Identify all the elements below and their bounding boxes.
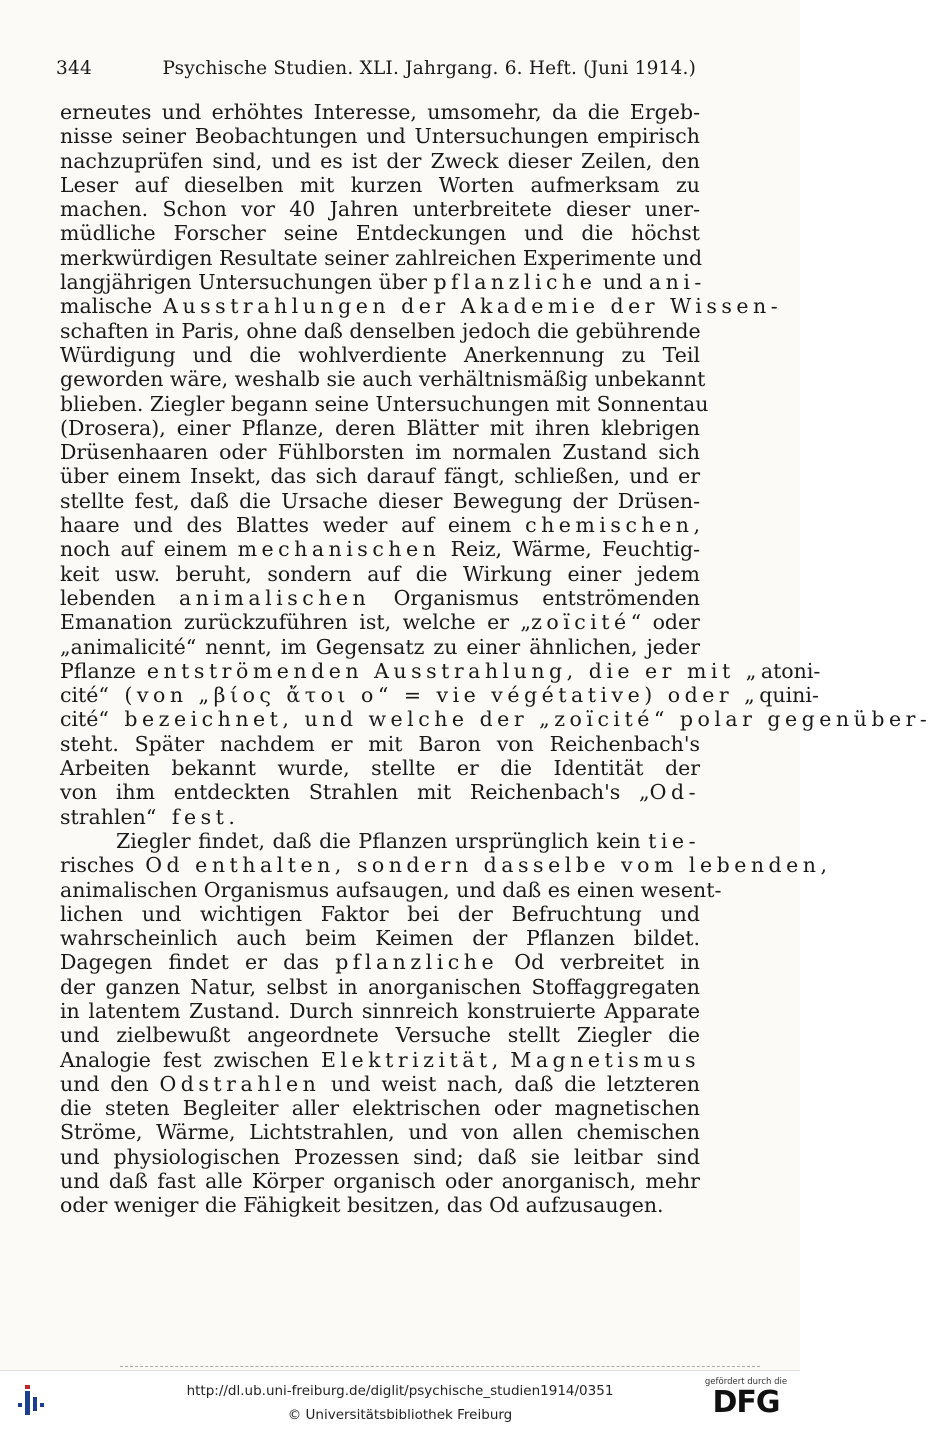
dfg-logo-text: DFG xyxy=(712,1385,780,1420)
text-run: erneutes und erhöhtes Interesse, umsomehr, da die Ergeb- xyxy=(60,100,700,124)
text-line xyxy=(60,124,700,148)
text-run: und daß fast alle Körper organisch oder anorganisch, mehr xyxy=(60,1169,700,1194)
text-run: atoni- xyxy=(760,658,821,683)
text-line xyxy=(60,950,700,974)
text-line xyxy=(60,635,700,659)
text-run: von ihm entdeckten Strahlen mit Reichenbach's „ xyxy=(60,780,650,805)
text-run: risches xyxy=(60,853,135,878)
text-line xyxy=(60,173,700,197)
text-run: Dagegen findet er das xyxy=(60,950,336,975)
text-run: Reiz, Wärme, Feuchtig- xyxy=(440,537,700,562)
text-run: strahlen xyxy=(60,804,146,829)
text-run: „animalicité“ nennt, im Gegensatz zu einer ähnlichen, jeder xyxy=(60,634,700,659)
text-run: oder weniger die Fähigkeit besitzen, das Od aufzusaugen. xyxy=(60,1193,664,1218)
spaced-emphasis: pflanzliche xyxy=(433,270,597,295)
text-run: und zielbewußt angeordnete Versuche stellt Ziegler die xyxy=(60,1023,700,1048)
text-run: malische xyxy=(60,294,153,319)
text-run: , xyxy=(693,513,700,538)
viewer-footer xyxy=(0,1370,800,1429)
spaced-emphasis: Od enthalten, sondern dasselbe vom lebenden, xyxy=(134,853,832,878)
text-line xyxy=(60,683,819,708)
text-run: schaften in Paris, ohne daß denselben jedoch die gebührende xyxy=(60,318,701,343)
text-line xyxy=(60,537,700,561)
text-run: Pflanze xyxy=(60,658,136,683)
running-title: Psychische Studien. XLI. Jahrgang. 6. Heft. (Juni 1914.) xyxy=(162,58,696,79)
text-line xyxy=(60,1169,700,1193)
text-line xyxy=(60,586,700,610)
text-run: Analogie fest zwischen xyxy=(60,1047,322,1072)
text-line xyxy=(60,416,700,440)
page-edge-rule xyxy=(120,1366,760,1367)
spaced-emphasis: “ bezeichnet, und welche der „zoïcité“ polar gegenüber- xyxy=(98,707,931,732)
funder-note: gefördert durch die xyxy=(704,1377,788,1387)
text-line xyxy=(60,732,700,756)
text-line xyxy=(60,780,700,804)
page-number: 344 xyxy=(56,58,92,79)
text-line xyxy=(60,197,700,221)
spaced-emphasis: entströmenden Ausstrahlung, die er mit „ xyxy=(135,658,761,683)
text-run: in latentem Zustand. Durch sinnreich konstruierte Apparate xyxy=(60,998,700,1023)
text-run: und den xyxy=(60,1071,160,1096)
text-line xyxy=(60,610,700,634)
text-line xyxy=(60,464,700,488)
text-line xyxy=(60,1193,700,1217)
text-run: steht. Später nachdem er mit Baron von Reichenbach's xyxy=(60,731,700,756)
text-run: stellte fest, daß die Ursache dieser Bewegung der Drüsen- xyxy=(60,488,700,513)
text-run: cité xyxy=(60,707,99,732)
text-line xyxy=(60,926,700,950)
text-line xyxy=(60,1120,700,1144)
text-run: haare und des Blattes weder auf einem xyxy=(60,513,526,538)
text-run: Organismus entströmenden xyxy=(370,585,700,610)
text-run: müdliche Forscher seine Entdeckungen und die höchst xyxy=(60,221,700,246)
text-line xyxy=(60,658,821,683)
text-run: merkwürdigen Resultate seiner zahlreichen Experimente und xyxy=(60,245,703,270)
text-run: geworden wäre, weshalb sie auch verhältnismäßig unbekannt xyxy=(60,367,706,392)
text-line xyxy=(60,707,931,732)
spaced-emphasis: Odstrahlen xyxy=(159,1071,321,1096)
text-line xyxy=(60,245,703,270)
spaced-emphasis: Elektrizität xyxy=(321,1047,492,1072)
text-run: noch auf einem xyxy=(60,537,238,562)
text-run: Drüsenhaaren oder Fühlborsten im normalen Zustand sich xyxy=(60,440,700,465)
text-line xyxy=(60,1023,700,1047)
text-line xyxy=(60,391,709,416)
text-run: machen. Schon vor 40 Jahren unterbreitete dieser uner- xyxy=(60,197,700,222)
text-run: langjährigen Untersuchungen über xyxy=(60,270,434,295)
text-line xyxy=(60,270,706,295)
text-line xyxy=(60,221,700,245)
dfg-logo xyxy=(704,1377,788,1425)
text-run: (Drosera), einer Pflanze, deren Blätter mit ihren klebrigen xyxy=(60,415,700,440)
text-line xyxy=(60,367,706,392)
text-run: über einem Insekt, das sich darauf fängt, schließen, und er xyxy=(60,464,700,489)
spaced-emphasis: Od- xyxy=(649,780,700,805)
text-line xyxy=(60,756,700,780)
text-line xyxy=(60,1072,700,1096)
text-run: Ziegler findet, daß die Pflanzen ursprünglich kein xyxy=(116,828,649,853)
text-line xyxy=(60,100,700,124)
text-line xyxy=(60,319,700,343)
text-run: und xyxy=(596,270,649,295)
spaced-emphasis: “ (von „βίος ἄτοι ο“ = vie végétative) oder „ xyxy=(98,683,760,708)
spaced-emphasis: ani- xyxy=(648,270,706,295)
text-run: und weist nach, daß die letzteren xyxy=(320,1071,700,1096)
text-line xyxy=(60,489,700,513)
text-line xyxy=(60,294,783,319)
text-line xyxy=(60,1096,700,1120)
text-line xyxy=(60,149,700,173)
text-run: “ oder xyxy=(630,610,700,635)
text-run: , xyxy=(491,1047,511,1072)
body-text xyxy=(60,100,931,1218)
text-line xyxy=(60,829,700,853)
text-line xyxy=(60,513,700,537)
text-run: wahrscheinlich auch beim Keimen der Pflanzen bildet. xyxy=(60,926,700,951)
text-line xyxy=(60,877,722,902)
spaced-emphasis: “ fest. xyxy=(145,804,240,829)
text-line xyxy=(60,1145,700,1169)
text-line xyxy=(60,975,700,999)
spaced-emphasis: chemischen xyxy=(525,513,694,538)
text-run: nisse seiner Beobachtungen und Untersuchungen empirisch xyxy=(60,124,700,149)
text-run: und physiologischen Prozessen sind; daß sie leitbar sind xyxy=(60,1144,700,1169)
text-run: lebenden xyxy=(60,585,179,610)
spaced-emphasis: animalischen xyxy=(178,585,371,610)
text-line xyxy=(60,562,700,586)
text-run: die steten Begleiter aller elektrischen oder magnetischen xyxy=(60,1096,700,1121)
text-line xyxy=(60,999,700,1023)
page-header xyxy=(56,58,696,79)
text-run: Leser auf dieselben mit kurzen Worten aufmerksam zu xyxy=(60,172,700,197)
text-run: blieben. Ziegler begann seine Untersuchungen mit Sonnentau xyxy=(60,391,709,416)
text-run: animalischen Organismus aufsaugen, und daß es einen wesent- xyxy=(60,877,722,902)
text-run: nachzuprüfen sind, und es ist der Zweck dieser Zeilen, den xyxy=(60,148,700,173)
text-run: Od verbreitet in xyxy=(498,950,701,975)
text-line xyxy=(60,805,700,829)
text-line xyxy=(60,343,700,367)
spaced-emphasis: Magnetismus xyxy=(510,1047,700,1072)
text-run: keit usw. beruht, sondern auf die Wirkung einer jedem xyxy=(60,561,700,586)
text-run: cité xyxy=(60,683,99,708)
text-run: Würdigung und die wohlverdiente Anerkennung zu Teil xyxy=(60,342,700,367)
text-run: der ganzen Natur, selbst in anorganischen Stoffaggregaten xyxy=(60,974,700,999)
text-run: quini- xyxy=(759,683,819,708)
text-run: Arbeiten bekannt wurde, stellte er die Identität der xyxy=(60,756,700,781)
copyright-notice: © Universitätsbibliothek Freiburg xyxy=(287,1407,513,1423)
spaced-emphasis: tie- xyxy=(648,828,700,853)
text-run: Emanation zurückzuführen ist, welche er „ xyxy=(60,610,532,635)
spaced-emphasis: pflanzliche xyxy=(335,950,499,975)
text-line xyxy=(60,853,832,878)
text-run: lichen und wichtigen Faktor bei der Befruchtung und xyxy=(60,901,700,926)
spaced-emphasis: Ausstrahlungen der Akademie der Wissen- xyxy=(152,294,783,319)
text-run: Ströme, Wärme, Lichtstrahlen, und von allen chemischen xyxy=(60,1120,700,1145)
spaced-emphasis: mechanischen xyxy=(237,537,441,562)
text-line xyxy=(60,440,700,464)
spaced-emphasis: zoïcité xyxy=(531,610,631,635)
source-url[interactable]: http://dl.ub.uni-freiburg.de/diglit/psychische_studien1914/0351 xyxy=(186,1383,614,1399)
text-line xyxy=(60,1048,700,1072)
text-line xyxy=(60,902,700,926)
